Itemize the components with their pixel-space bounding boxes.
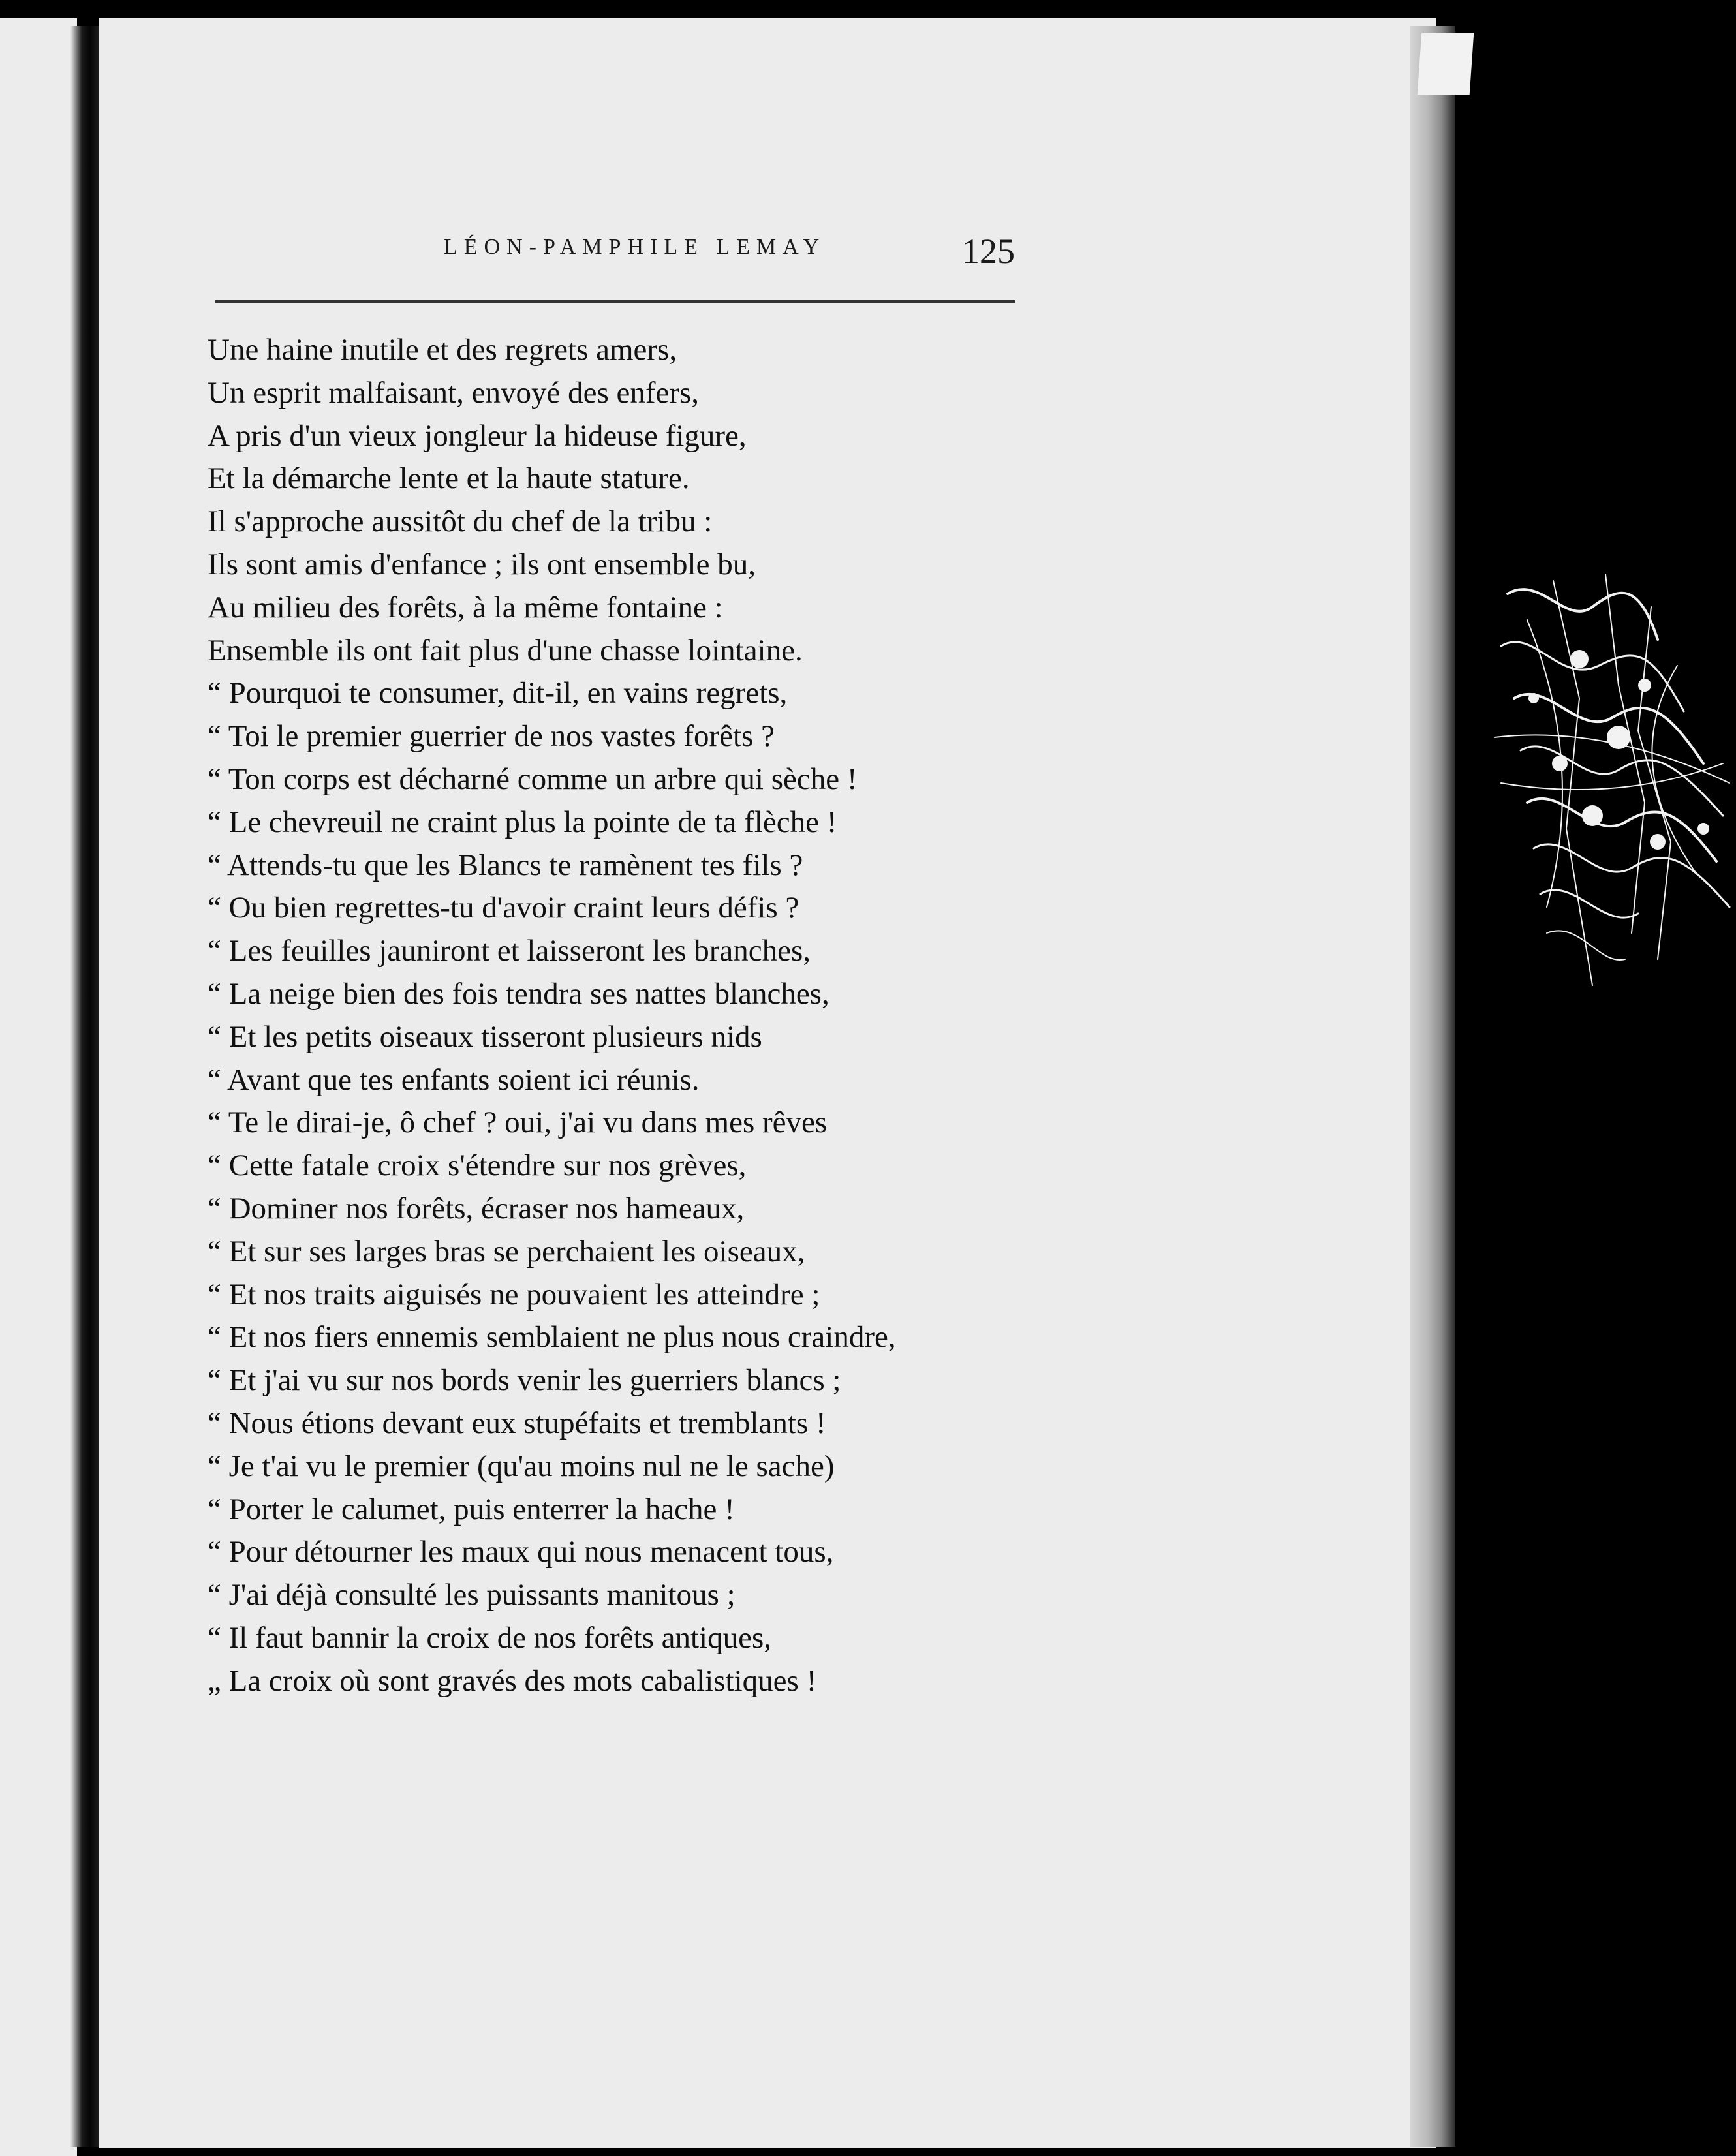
poem-line: Une haine inutile et des regrets amers,: [208, 333, 677, 367]
poem-line: Ensemble ils ont fait plus d'une chasse lointaine.: [208, 633, 803, 668]
poem-line: “ Ton corps est décharné comme un arbre qui sèche !: [208, 762, 858, 796]
left-page-edge: [0, 18, 77, 2156]
poem-line: “ La neige bien des fois tendra ses nattes blanches,: [208, 976, 829, 1011]
scan-debris-fibers: [1488, 568, 1736, 1024]
poem-line: “ Et nos fiers ennemis semblaient ne plus nous craindre,: [208, 1320, 896, 1355]
poem-line: A pris d'un vieux jongleur la hideuse figure,: [208, 418, 747, 453]
poem-line: Et la démarche lente et la haute stature.: [208, 461, 690, 496]
poem-line: „ La croix où sont gravés des mots cabalistiques !: [208, 1663, 817, 1698]
poem-line: “ Pourquoi te consumer, dit-il, en vains regrets,: [208, 676, 788, 711]
poem-line: Au milieu des forêts, à la même fontaine :: [208, 590, 723, 624]
poem-line: “ Dominer nos forêts, écraser nos hameaux,: [208, 1191, 745, 1225]
poem-line: “ Avant que tes enfants soient ici réunis.: [208, 1062, 700, 1097]
poem-line: “ Cette fatale croix s'étendre sur nos grèves,: [208, 1148, 747, 1183]
poem-line: “ Le chevreuil ne craint plus la pointe de ta flèche !: [208, 805, 837, 839]
poem-line: “ Porter le calumet, puis enterrer la hache !: [208, 1492, 735, 1526]
poem-line: “ Et les petits oiseaux tisseront plusieurs nids: [208, 1019, 762, 1054]
poem-text: [208, 329, 1030, 1703]
header-rule: [215, 300, 1015, 303]
poem-line: “ J'ai déjà consulté les puissants manitous ;: [208, 1578, 736, 1612]
poem-line: “ Pour détourner les maux qui nous menacent tous,: [208, 1535, 834, 1569]
poem-line: “ Ou bien regrettes-tu d'avoir craint leurs défis ?: [208, 891, 799, 925]
poem-line: “ Nous étions devant eux stupéfaits et tremblants !: [208, 1406, 826, 1440]
poem-line: “ Attends-tu que les Blancs te ramènent tes fils ?: [208, 848, 803, 882]
poem-line: Un esprit malfaisant, envoyé des enfers,: [208, 375, 700, 410]
page-edge-shadow: [1410, 26, 1455, 2147]
poem-line: “ Je t'ai vu le premier (qu'au moins nul ne le sache): [208, 1449, 835, 1483]
poem-line: “ Les feuilles jauniront et laisseront les branches,: [208, 934, 811, 968]
page-number: 125: [962, 232, 1015, 271]
poem-line: Ils sont amis d'enfance ; ils ont ensemble bu,: [208, 547, 756, 581]
poem-line: “ Te le dirai-je, ô chef ? oui, j'ai vu dans mes rêves: [208, 1105, 828, 1140]
page-header: [215, 232, 1015, 281]
poem-line: Il s'approche aussitôt du chef de la tribu :: [208, 504, 713, 539]
poem-line: “ Et j'ai vu sur nos bords venir les guerriers blancs ;: [208, 1363, 841, 1398]
poem-line: “ Il faut bannir la croix de nos forêts antiques,: [208, 1620, 771, 1655]
poem-line: “ Toi le premier guerrier de nos vastes forêts ?: [208, 719, 775, 754]
page-corner: [1418, 33, 1474, 95]
running-head: LÉON-PAMPHILE LEMAY: [444, 235, 826, 259]
poem-line: “ Et sur ses larges bras se perchaient les oiseaux,: [208, 1234, 805, 1269]
book-gutter: [70, 26, 103, 2147]
poem-line: “ Et nos traits aiguisés ne pouvaient les atteindre ;: [208, 1277, 820, 1312]
